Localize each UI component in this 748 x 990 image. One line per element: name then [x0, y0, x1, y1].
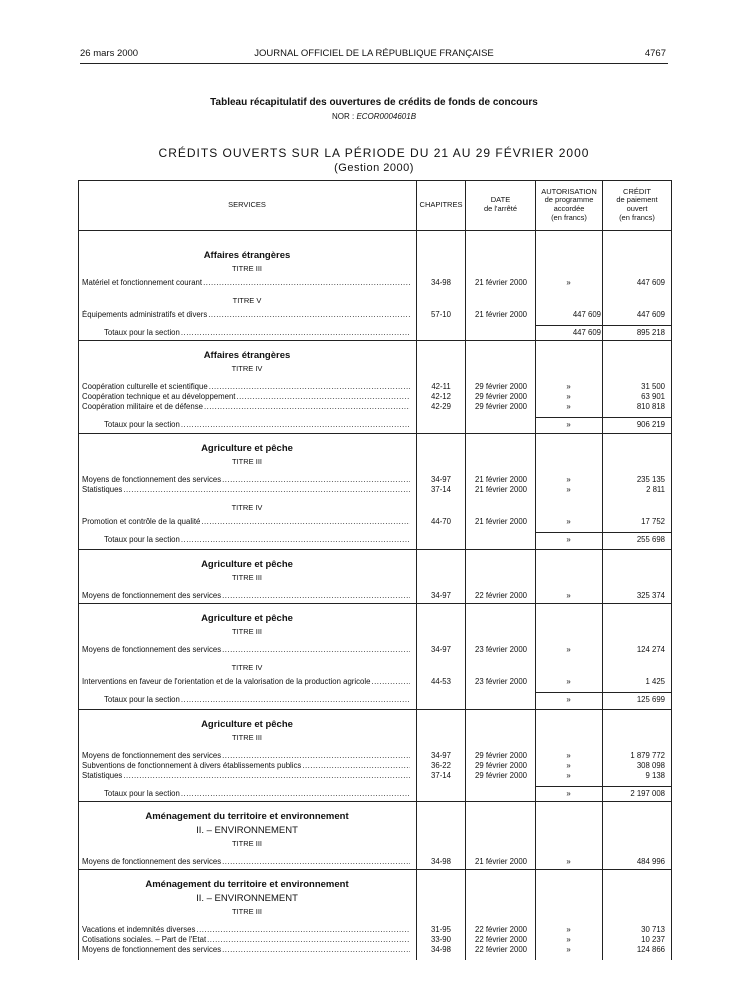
section-heading: Aménagement du territoire et environnement [145, 879, 349, 890]
row-credit: 10 237 [641, 935, 665, 944]
row-label-text: Totaux pour la section [104, 695, 180, 704]
row-chapitre: 57-10 [431, 310, 451, 319]
row-label-text: Totaux pour la section [104, 420, 180, 429]
header-date: 26 mars 2000 [80, 48, 139, 59]
row-label [82, 945, 410, 954]
row-chapitre: 34-98 [431, 945, 451, 954]
nor-value: ECOR0004601B [356, 112, 417, 121]
row-credit: 63 901 [641, 392, 665, 401]
titre-heading: TITRE III [232, 573, 262, 582]
row-label-text: Moyens de fonctionnement des services [82, 645, 222, 654]
col-header-auth-line: AUTORISATION [541, 186, 597, 196]
row-label [82, 677, 410, 686]
col-header-auth-line: de programme [544, 195, 594, 205]
row-date: 21 février 2000 [474, 278, 527, 287]
section-heading: Aménagement du territoire et environnement [145, 811, 349, 822]
row-chapitre: 31-95 [431, 925, 451, 934]
row-date: 29 février 2000 [474, 402, 527, 411]
col-header-credit-line: ouvert [626, 204, 648, 213]
row-label-text: Promotion et contrôle de la qualité [82, 517, 201, 526]
titre-heading: TITRE IV [231, 364, 263, 373]
header-rule [80, 63, 668, 64]
col-header-credit [603, 180, 671, 230]
row-autorisation: 447 609 [572, 310, 601, 319]
section-separator [78, 709, 672, 710]
row-autorisation: » [566, 857, 571, 866]
row-date: 29 février 2000 [474, 392, 527, 401]
section-separator [78, 801, 672, 802]
section-separator [78, 549, 672, 550]
row-label [82, 591, 410, 600]
row-chapitre: 34-97 [431, 475, 451, 484]
row-credit: 235 135 [636, 475, 665, 484]
row-label [82, 402, 410, 411]
row-date: 23 février 2000 [474, 677, 527, 686]
gestion-label: (Gestion 2000) [334, 162, 414, 174]
row-label-text: Subventions de fonctionnement à divers établissements publics [82, 761, 302, 770]
col-header-chapitres-text: CHAPITRES [419, 199, 463, 209]
col-header-auth-line: accordée [553, 204, 585, 213]
row-credit: 895 218 [636, 328, 665, 337]
row-chapitre: 33-90 [431, 935, 451, 944]
row-credit: 30 713 [641, 925, 665, 934]
header-page-number: 4767 [644, 48, 666, 59]
row-label-text: Coopération culturelle et scientifique [82, 382, 208, 391]
col-header-services [78, 180, 416, 230]
total-rule [536, 692, 672, 693]
row-label [82, 392, 410, 401]
row-label-text: Moyens de fonctionnement des services [82, 857, 222, 866]
row-autorisation: » [566, 535, 571, 544]
row-label [104, 535, 410, 544]
titre-heading: TITRE III [232, 457, 262, 466]
col-header-services-text: SERVICES [228, 199, 266, 209]
row-label [104, 328, 410, 337]
row-label [82, 761, 410, 770]
col-header-credit-line: CRÉDIT [623, 186, 651, 196]
row-label [82, 382, 410, 391]
row-credit: 1 425 [645, 677, 665, 686]
row-autorisation: » [566, 945, 571, 954]
row-label-text: Statistiques [82, 485, 123, 494]
row-label-text: Coopération technique et au développement [82, 392, 236, 401]
section-heading: Agriculture et pêche [201, 613, 293, 624]
col-header-date-line: de l'arrêté [483, 204, 518, 213]
section-subheading: II. – ENVIRONNEMENT [196, 893, 298, 904]
row-credit: 906 219 [636, 420, 665, 429]
row-date: 29 février 2000 [474, 771, 527, 780]
row-chapitre: 34-97 [431, 645, 451, 654]
row-autorisation: 447 609 [572, 328, 601, 337]
period-title: CRÉDITS OUVERTS SUR LA PÉRIODE DU 21 AU 29 FÉVRIER 2000 [158, 146, 590, 160]
row-chapitre: 34-98 [431, 857, 451, 866]
row-date: 21 février 2000 [474, 517, 527, 526]
titre-heading: TITRE IV [231, 663, 263, 672]
row-credit: 447 609 [636, 278, 665, 287]
row-date: 21 février 2000 [474, 475, 527, 484]
row-label-text: Moyens de fonctionnement des services [82, 945, 222, 954]
col-header-date-line: DATE [490, 195, 511, 205]
row-autorisation: » [566, 517, 571, 526]
titre-heading: TITRE III [232, 627, 262, 636]
row-autorisation: » [566, 591, 571, 600]
row-chapitre: 36-22 [431, 761, 451, 770]
row-label-text: Matériel et fonctionnement courant [82, 278, 203, 287]
row-label [82, 925, 410, 934]
section-subheading: II. – ENVIRONNEMENT [196, 825, 298, 836]
table-right-border [671, 180, 672, 960]
total-rule [536, 417, 672, 418]
row-label [82, 475, 410, 484]
row-label-text: Coopération militaire et de défense [82, 402, 203, 411]
row-autorisation: » [566, 925, 571, 934]
row-label-text: Moyens de fonctionnement des services [82, 591, 222, 600]
section-heading: Agriculture et pêche [201, 443, 293, 454]
col-header-credit-line: de paiement [616, 195, 658, 205]
total-rule [536, 786, 672, 787]
titre-heading: TITRE IV [231, 503, 263, 512]
titre-heading: TITRE V [232, 296, 262, 305]
section-heading: Agriculture et pêche [201, 559, 293, 570]
row-date: 23 février 2000 [474, 645, 527, 654]
row-label-text: Moyens de fonctionnement des services [82, 751, 222, 760]
row-chapitre: 37-14 [431, 771, 451, 780]
row-autorisation: » [566, 645, 571, 654]
section-heading: Affaires étrangères [203, 250, 291, 261]
row-label [82, 310, 410, 319]
row-credit: 308 098 [636, 761, 665, 770]
row-label [82, 935, 410, 944]
row-chapitre: 34-97 [431, 751, 451, 760]
row-chapitre: 42-29 [431, 402, 451, 411]
row-label [104, 695, 410, 704]
row-credit: 124 274 [636, 645, 665, 654]
row-credit: 484 996 [636, 857, 665, 866]
row-credit: 810 818 [636, 402, 665, 411]
row-label-text: Cotisations sociales. – Part de l'Etat [82, 935, 207, 944]
row-label-text: Moyens de fonctionnement des services [82, 475, 222, 484]
section-heading: Agriculture et pêche [201, 719, 293, 730]
row-label [82, 517, 410, 526]
section-separator [78, 433, 672, 434]
row-credit: 9 138 [645, 771, 665, 780]
column-divider [465, 180, 466, 960]
section-separator [78, 340, 672, 341]
row-label [104, 420, 410, 429]
row-chapitre: 42-11 [431, 382, 451, 391]
total-rule [536, 532, 672, 533]
row-chapitre: 34-97 [431, 591, 451, 600]
row-chapitre: 44-53 [431, 677, 451, 686]
column-divider [416, 180, 417, 960]
row-credit: 325 374 [636, 591, 665, 600]
col-header-credit-line: (en francs) [619, 212, 655, 222]
row-label [82, 645, 410, 654]
row-autorisation: » [566, 392, 571, 401]
row-chapitre: 42-12 [431, 392, 451, 401]
row-label-text: Équipements administratifs et divers [82, 310, 208, 319]
row-label-text: Vacations et indemnités diverses [82, 925, 196, 934]
row-label [82, 278, 410, 287]
column-divider [535, 180, 536, 960]
row-label-text: Totaux pour la section [104, 328, 180, 337]
row-autorisation: » [566, 935, 571, 944]
col-header-date [466, 180, 535, 230]
row-date: 22 février 2000 [474, 945, 527, 954]
document-title: Tableau récapitulatif des ouvertures de crédits de fonds de concours [210, 97, 538, 108]
titre-heading: TITRE III [232, 733, 262, 742]
nor-label: NOR : [331, 112, 355, 121]
row-label [104, 789, 410, 798]
row-date: 29 février 2000 [474, 751, 527, 760]
row-date: 29 février 2000 [474, 382, 527, 391]
row-autorisation: » [566, 382, 571, 391]
col-header-auth-line: (en francs) [551, 212, 587, 222]
row-credit: 2 811 [646, 485, 665, 494]
row-autorisation: » [566, 677, 571, 686]
titre-heading: TITRE III [232, 839, 262, 848]
row-credit: 1 879 772 [630, 751, 665, 760]
row-label [82, 771, 410, 780]
row-date: 21 février 2000 [474, 485, 527, 494]
total-rule [536, 325, 672, 326]
row-autorisation: » [566, 789, 571, 798]
row-credit: 125 699 [636, 695, 665, 704]
section-separator [78, 869, 672, 870]
row-autorisation: » [566, 771, 571, 780]
row-date: 29 février 2000 [474, 761, 527, 770]
credits-table [78, 180, 672, 960]
col-header-autorisation [536, 180, 602, 230]
header-journal-title: JOURNAL OFFICIEL DE LA RÉPUBLIQUE FRANÇAISE [254, 48, 494, 59]
row-autorisation: » [566, 420, 571, 429]
row-credit: 124 866 [636, 945, 665, 954]
row-label [82, 485, 410, 494]
row-chapitre: 44-70 [431, 517, 451, 526]
row-autorisation: » [566, 695, 571, 704]
row-credit: 17 752 [641, 517, 665, 526]
row-autorisation: » [566, 761, 571, 770]
row-autorisation: » [566, 485, 571, 494]
col-header-chapitres [417, 180, 465, 230]
row-date: 22 février 2000 [474, 591, 527, 600]
titre-heading: TITRE III [232, 907, 262, 916]
row-autorisation: » [566, 278, 571, 287]
row-credit: 2 197 008 [630, 789, 665, 798]
section-separator [78, 603, 672, 604]
row-label [82, 751, 410, 760]
row-credit: 447 609 [636, 310, 665, 319]
row-chapitre: 37-14 [431, 485, 451, 494]
titre-heading: TITRE III [232, 264, 262, 273]
row-autorisation: » [566, 751, 571, 760]
row-autorisation: » [566, 402, 571, 411]
row-label [82, 857, 410, 866]
section-heading: Affaires étrangères [203, 350, 291, 361]
row-date: 21 février 2000 [474, 310, 527, 319]
row-credit: 255 698 [636, 535, 665, 544]
row-label-text: Totaux pour la section [104, 789, 180, 798]
row-label-text: Statistiques [82, 771, 123, 780]
row-date: 21 février 2000 [474, 857, 527, 866]
row-label-text: Interventions en faveur de l'orientation et de la valorisation de la production agricole [82, 677, 371, 686]
table-header-border [78, 230, 672, 231]
row-chapitre: 34-98 [431, 278, 451, 287]
row-date: 22 février 2000 [474, 925, 527, 934]
nor-reference [0, 112, 748, 121]
row-date: 22 février 2000 [474, 935, 527, 944]
row-credit: 31 500 [641, 382, 665, 391]
row-label-text: Totaux pour la section [104, 535, 180, 544]
column-divider [602, 180, 603, 960]
row-autorisation: » [566, 475, 571, 484]
